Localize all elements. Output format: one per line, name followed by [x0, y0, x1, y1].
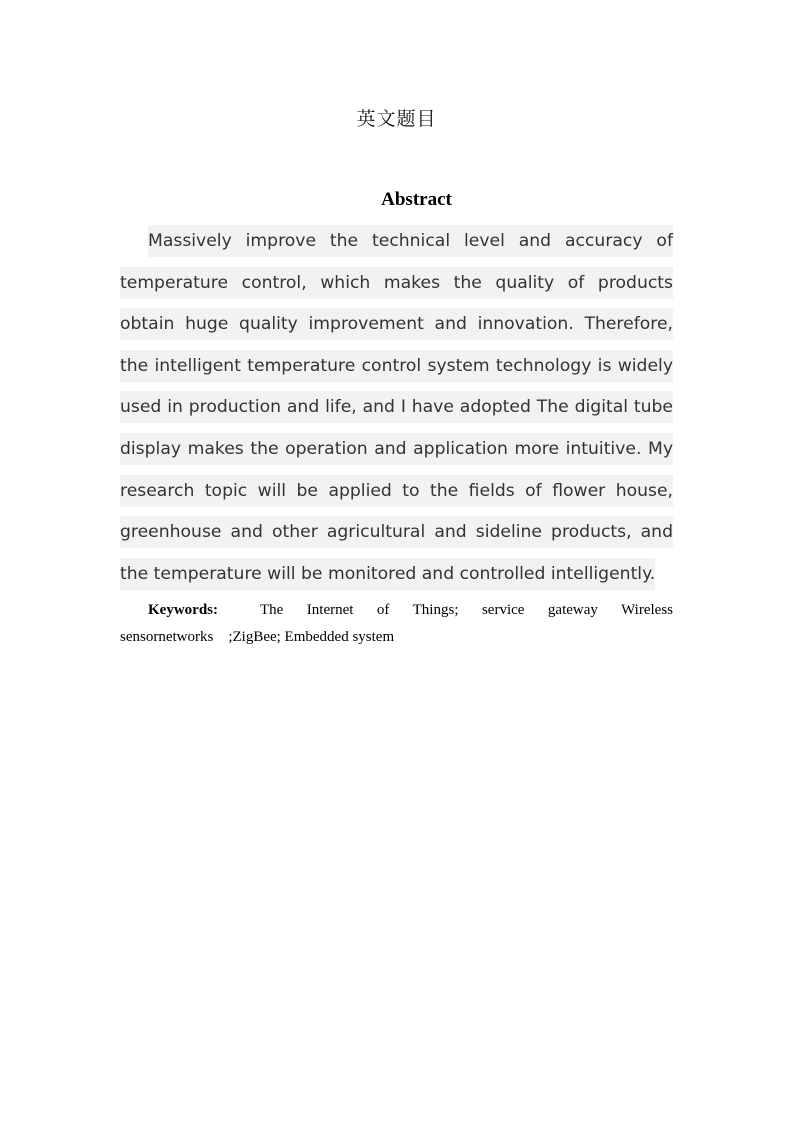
abstract-heading: Abstract: [381, 189, 452, 210]
keywords-text: The Internet of Things; service gateway Wireless sensornetworks ;ZigBee; Embedded system: [120, 602, 673, 645]
keywords-label: Keywords:: [148, 602, 218, 618]
abstract-text: Massively improve the technical level and accuracy of temperature control, which makes the quality of products obtain huge quality improvement and innovation. Therefore, the intelligent temperature control system technology is widely used in production and life, and I have adopted The digital tube display makes the operation and application more intuitive. My research topic will be applied to the fields of flower house, greenhouse and other agricultural and sideline products, and the temperature will be monitored and controlled intelligently.: [120, 225, 673, 590]
abstract-body: [120, 221, 673, 595]
keywords-paragraph: [120, 597, 673, 651]
chinese-title: 英文题目: [356, 108, 437, 130]
